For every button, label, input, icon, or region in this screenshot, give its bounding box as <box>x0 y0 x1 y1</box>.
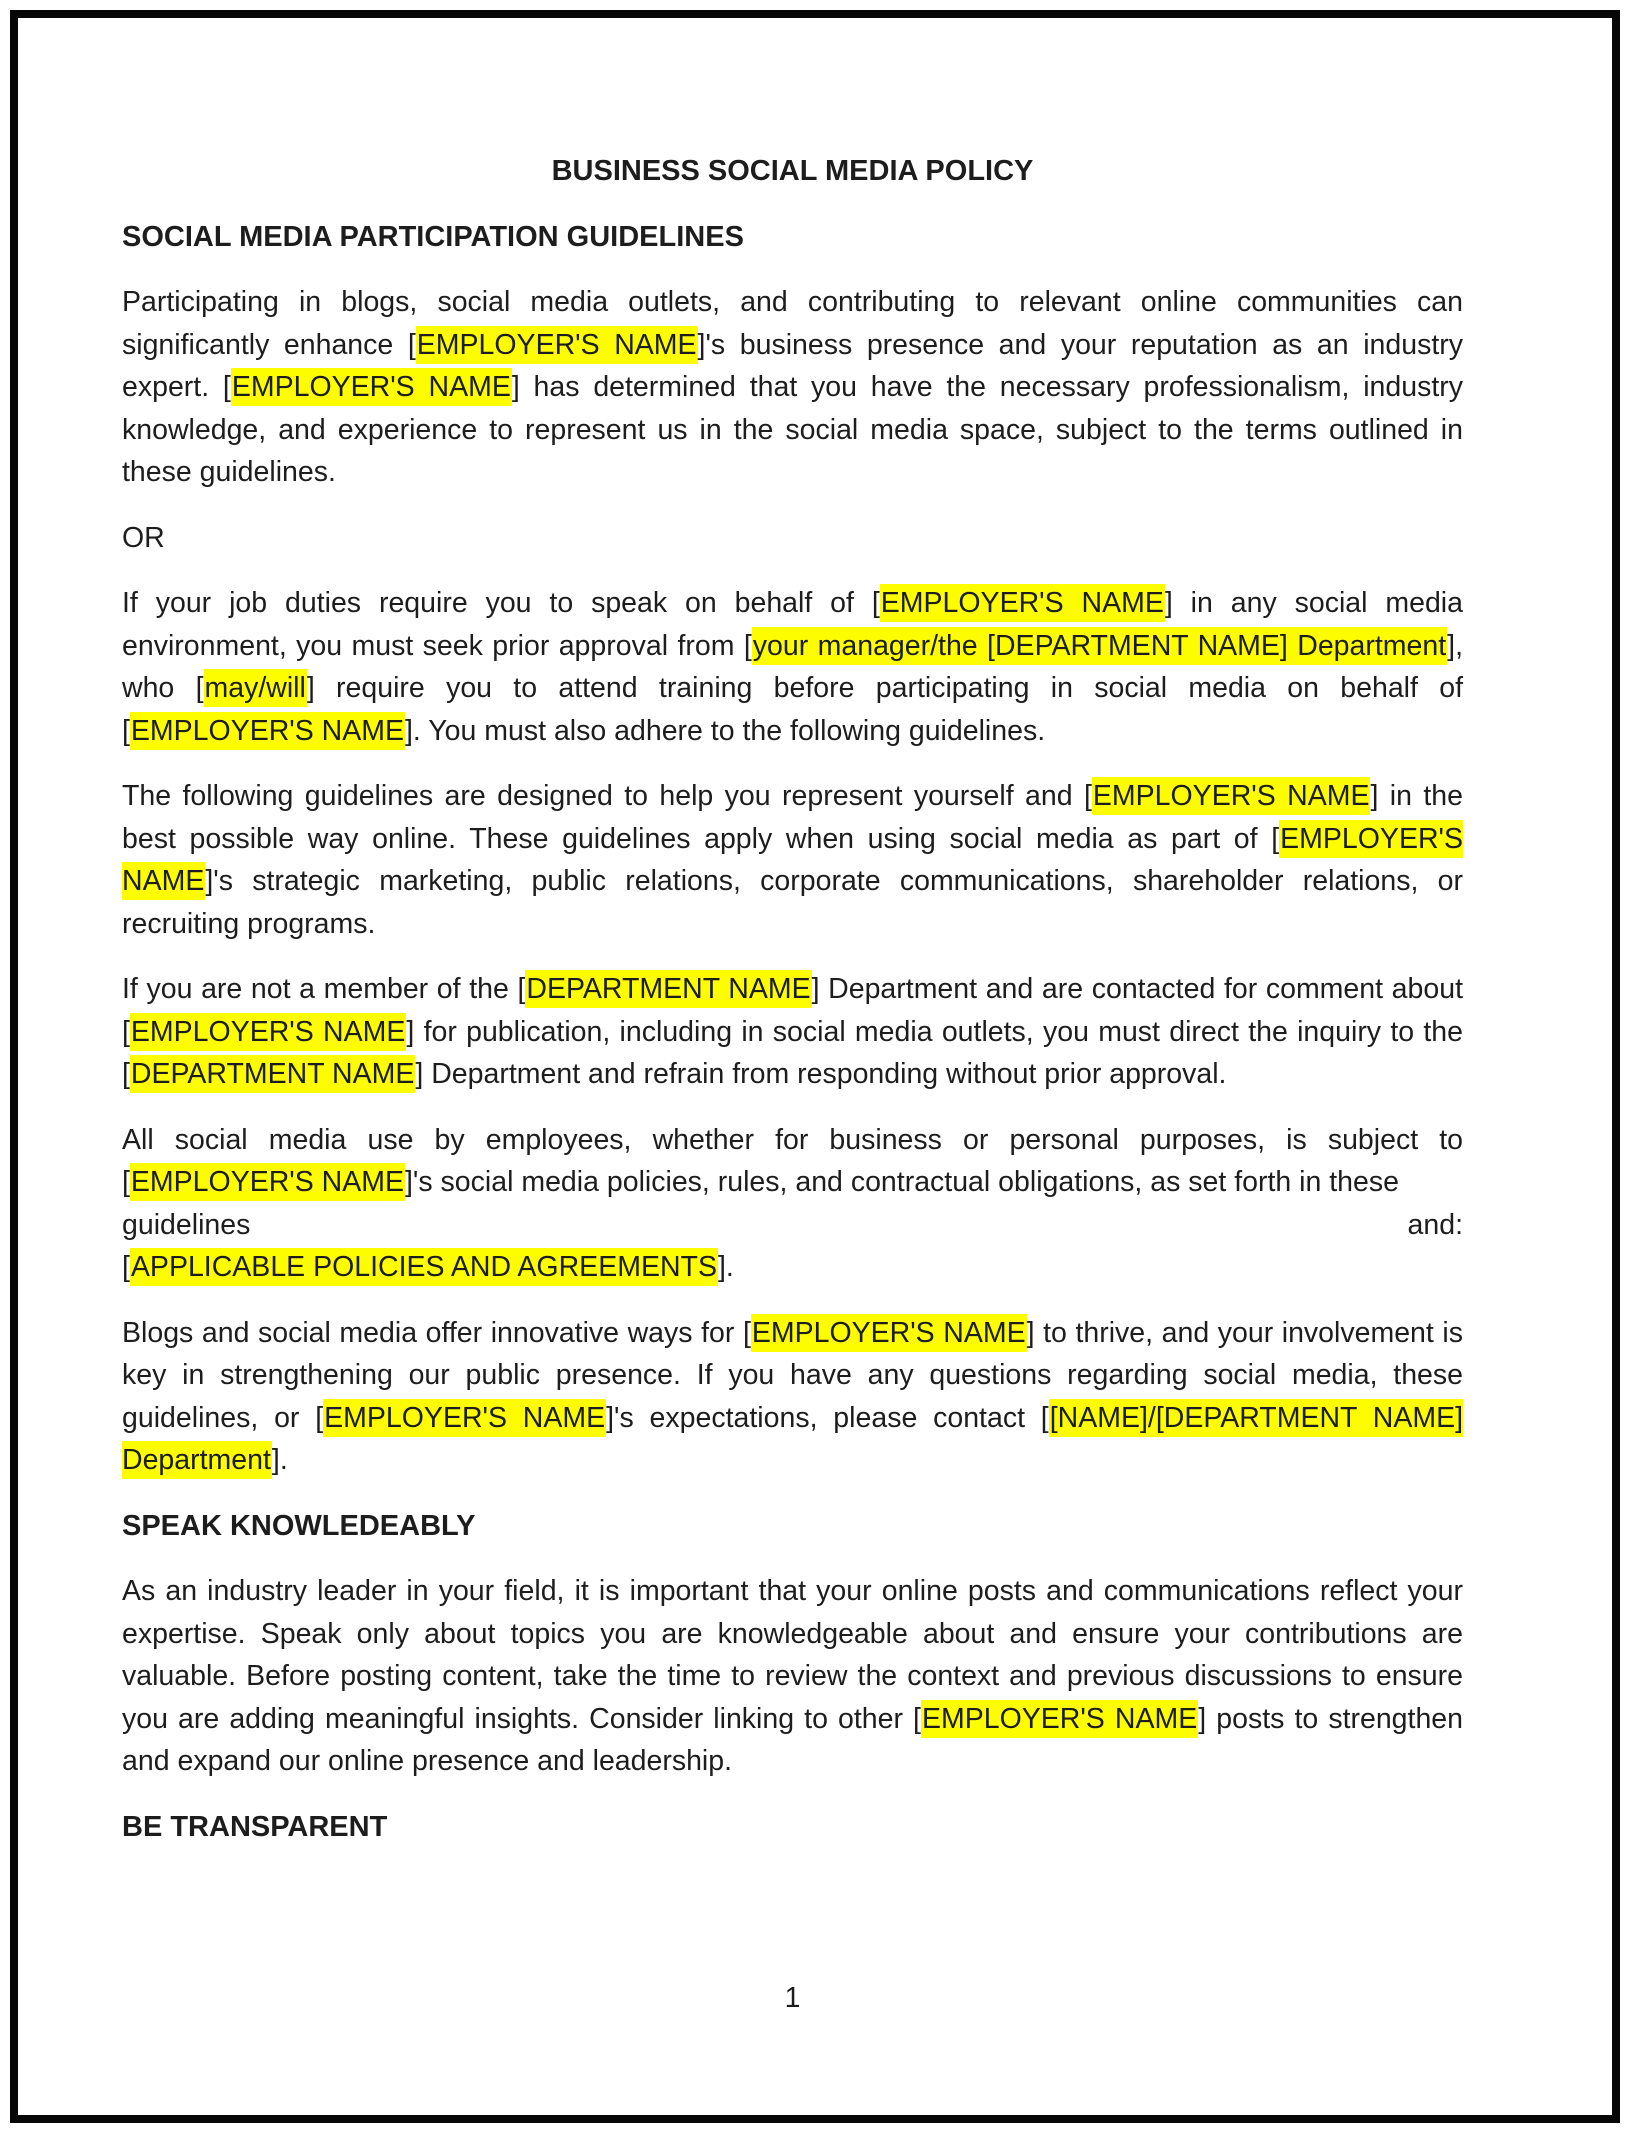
guidelines-word: guidelines <box>122 1208 251 1241</box>
text-run: [ <box>122 1251 130 1283</box>
document-content <box>122 0 1463 1848</box>
highlighted-placeholder: EMPLOYER'S NAME <box>122 820 1463 901</box>
highlighted-placeholder: [NAME]/[DEPARTMENT NAME] Department <box>122 1399 1463 1480</box>
document-title: BUSINESS SOCIAL MEDIA POLICY <box>551 155 1034 187</box>
text-run: ] Department and refrain from responding without prior approval. <box>415 1058 1227 1090</box>
highlighted-placeholder: EMPLOYER'S NAME <box>130 1013 406 1051</box>
highlighted-placeholder: EMPLOYER'S NAME <box>231 368 512 406</box>
text-run: ]'s social media policies, rules, and contractual obligations, as set forth in these <box>405 1166 1399 1198</box>
highlighted-placeholder: your manager/the [DEPARTMENT NAME] Department <box>752 627 1447 665</box>
text-run: ]. <box>717 1251 734 1283</box>
highlighted-placeholder: EMPLOYER'S NAME <box>921 1700 1198 1738</box>
text-run: ]. <box>271 1444 288 1476</box>
text-run: If you are not a member of the [ <box>122 973 526 1005</box>
text-run: ] posts to strengthen and expand our online presence and leadership. <box>122 1702 1463 1777</box>
section-heading-be-transparent: BE TRANSPARENT <box>122 1810 388 1843</box>
text-run: Blogs and social media offer innovative ways for [ <box>122 1316 751 1349</box>
highlighted-placeholder: DEPARTMENT NAME <box>525 970 811 1008</box>
text-run: ]'s strategic marketing, public relations, corporate communications, shareholder relations, or recruiting programs. <box>122 865 1463 940</box>
paragraph-all-social-media-use <box>122 1119 1463 1204</box>
highlighted-placeholder: EMPLOYER'S NAME <box>751 1314 1027 1352</box>
and-word: and: <box>1407 1208 1463 1241</box>
text-run: If your job duties require you to speak on behalf of [ <box>122 587 880 619</box>
paragraph-participating <box>122 281 1463 494</box>
highlighted-placeholder: EMPLOYER'S NAME <box>323 1399 606 1437</box>
paragraph-following-guidelines <box>122 775 1463 945</box>
page-number: 1 <box>784 1982 801 2014</box>
highlighted-placeholder: EMPLOYER'S NAME <box>880 584 1165 622</box>
text-run: ], who [ <box>122 629 1463 704</box>
text-run: ]'s business presence and your reputation as an industry expert. [ <box>122 328 1463 403</box>
text-run: All social media use by employees, whether for business or personal purposes, is subject to [ <box>122 1123 1463 1198</box>
text-run: ] Department and are contacted for comment about [ <box>122 973 1464 1048</box>
highlighted-placeholder: EMPLOYER'S NAME <box>130 1163 405 1201</box>
text-run: The following guidelines are designed to help you represent yourself and [ <box>122 780 1092 812</box>
text-run: ] require you to attend training before participating in social media on behalf of [ <box>122 672 1463 747</box>
text-run: ]. You must also adhere to the following guidelines. <box>405 714 1046 747</box>
highlighted-placeholder: may/will <box>204 669 307 707</box>
text-run: ] in the best possible way online. These guidelines apply when using social media as part of [ <box>122 780 1464 855</box>
highlighted-placeholder: EMPLOYER'S NAME <box>1092 777 1371 815</box>
paragraph-applicable-policies <box>122 1246 1463 1289</box>
text-run: As an industry leader in your field, it is important that your online posts and communications reflect your expertise. Speak only about topics you are knowledgeable about and ensure your contributions are valuable. Before posting content, take the time to review the context and previous discussions to ensure you are adding meaningful insights. Consider linking to other [ <box>122 1575 1463 1735</box>
highlighted-placeholder: EMPLOYER'S NAME <box>130 712 405 750</box>
text-run: Participating in blogs, social media outlets, and contributing to relevant online communities can significantly enhance [ <box>122 286 1463 361</box>
paragraph-not-a-member <box>122 968 1463 1096</box>
highlighted-placeholder: DEPARTMENT NAME <box>130 1055 415 1093</box>
text-run: ] for publication, including in social media outlets, you must direct the inquiry to the [ <box>122 1015 1463 1090</box>
text-run: ] in any social media environment, you must seek prior approval from [ <box>122 587 1463 662</box>
text-run: ] to thrive, and your involvement is key in strengthening our public presence. If you have any questions regarding social media, these guidelines, or [ <box>122 1316 1463 1434</box>
section-heading-participation: SOCIAL MEDIA PARTICIPATION GUIDELINES <box>122 220 744 253</box>
text-run: ]'s expectations, please contact [ <box>606 1401 1049 1434</box>
section-heading-speak-knowledeably: SPEAK KNOWLEDEABLY <box>122 1509 476 1542</box>
highlighted-placeholder: EMPLOYER'S NAME <box>416 326 698 364</box>
text-run: ] has determined that you have the necessary professionalism, industry knowledge, and experience to represent us in the social media space, subject to the terms outlined in these guidelines. <box>122 371 1464 488</box>
paragraph-guidelines-and-line <box>122 1204 1463 1247</box>
paragraph-blogs-offer <box>122 1312 1463 1482</box>
paragraph-or: OR <box>122 521 165 554</box>
highlighted-placeholder: APPLICABLE POLICIES AND AGREEMENTS <box>130 1248 718 1286</box>
paragraph-job-duties <box>122 582 1463 752</box>
paragraph-industry-leader <box>122 1570 1463 1783</box>
